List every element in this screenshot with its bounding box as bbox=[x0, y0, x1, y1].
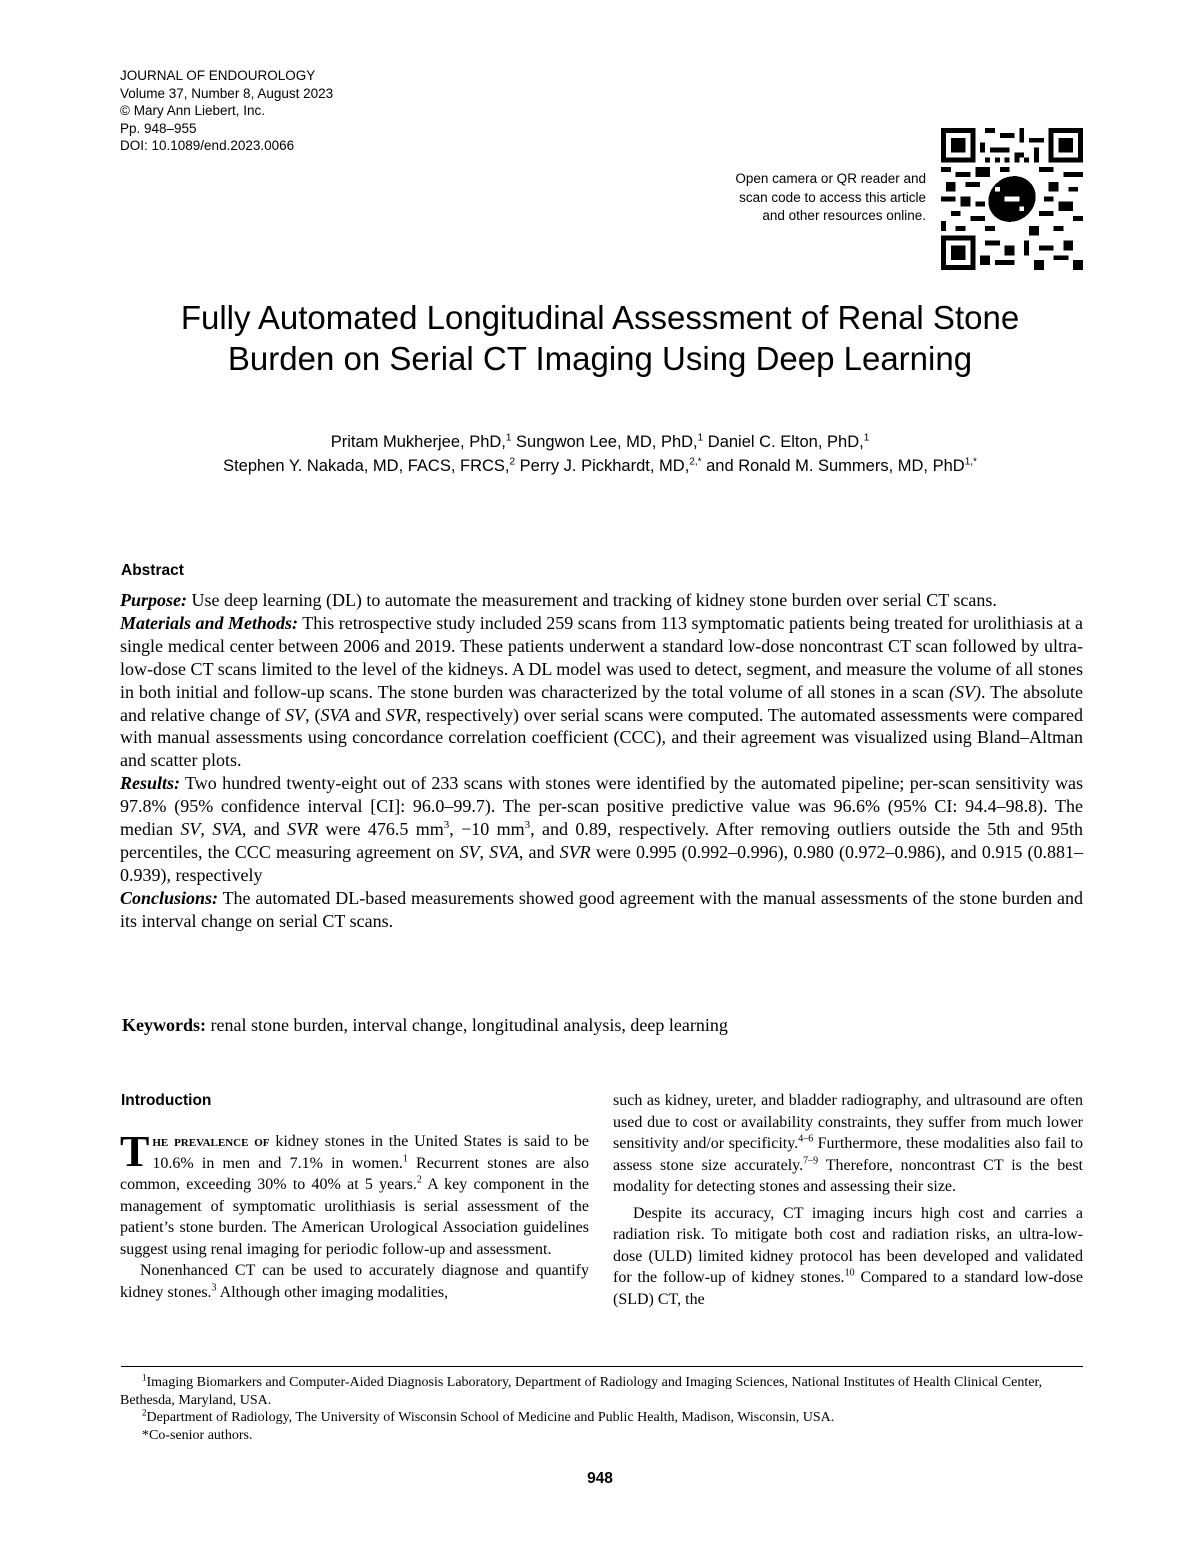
purpose-text: Use deep learning (DL) to automate the measurement and tracking of kidney stone burden over serial CT scans. bbox=[187, 590, 997, 610]
purpose-label: Purpose: bbox=[120, 590, 187, 610]
results-text: , and 0.89, respectively. After removing outliers outside the 5th and 95th percentiles, the CCC measuring agreement on bbox=[120, 819, 1083, 862]
citation[interactable]: 4–6 bbox=[798, 1133, 814, 1145]
keywords-label: Keywords: bbox=[122, 1015, 206, 1035]
results-text: , and bbox=[518, 841, 560, 862]
footnote-marker: 1 bbox=[142, 1372, 147, 1383]
qr-instructions bbox=[650, 170, 926, 226]
results-term: SVR bbox=[559, 841, 591, 862]
results-text: , −10 mm bbox=[449, 819, 525, 840]
author-mukherjee: Pritam Mukherjee, PhD, bbox=[330, 433, 506, 451]
title-line-1: Fully Automated Longitudinal Assessment of Renal Stone bbox=[180, 299, 1020, 336]
intro-paragraph-2 bbox=[120, 1260, 589, 1303]
methods-term: SVR bbox=[385, 704, 417, 725]
journal-doi[interactable]: DOI: 10.1089/end.2023.0066 bbox=[120, 138, 295, 153]
footnote-cosenior: *Co-senior authors. bbox=[142, 1428, 253, 1444]
affiliation-marker: 2 bbox=[509, 456, 516, 468]
results-text: , bbox=[200, 819, 213, 840]
methods-text: . The absolute and relative change of bbox=[120, 681, 1083, 725]
journal-pages: Pp. 948–955 bbox=[120, 120, 197, 136]
methods-term: SV bbox=[285, 704, 306, 725]
intro-text: Nonenhanced CT can be used to accurately diagnose and quantify kidney stones. bbox=[120, 1262, 589, 1301]
intro-text: Despite its accuracy, CT imaging incurs high cost and carries a radiation risk. To mitigate both cost and radiation risks, an ultra-low-dose (ULD) limited kidney protocol has been developed and validated for the follow-up of kidney stones. bbox=[613, 1204, 1083, 1286]
results-text: , and bbox=[241, 819, 288, 840]
affiliation-marker: 2,* bbox=[689, 456, 702, 468]
introduction-heading: Introduction bbox=[121, 1092, 212, 1109]
methods-text: , respectively) over serial scans were computed. The automated assessments were compared with manual assessments using concordance correlation coefficient (CCC), and their agreement was visualized using Bland–Altman and scatter plots. bbox=[120, 704, 1083, 771]
abstract-conclusions bbox=[120, 887, 1083, 933]
methods-text: , ( bbox=[305, 704, 321, 725]
journal-copyright: © Mary Ann Liebert, Inc. bbox=[120, 103, 266, 118]
abstract-purpose bbox=[120, 589, 1083, 612]
affiliation-marker: 1 bbox=[863, 432, 870, 444]
author-summers: and Ronald M. Summers, MD, PhD bbox=[701, 457, 965, 475]
results-text: were 476.5 mm bbox=[318, 819, 444, 840]
intro-paragraph-4 bbox=[613, 1203, 1083, 1311]
intro-paragraph-3 bbox=[613, 1090, 1083, 1198]
abstract-body bbox=[120, 589, 1083, 933]
abstract-heading: Abstract bbox=[121, 562, 184, 579]
intro-text: Furthermore, these modalities also fail to assess stone size accurately. bbox=[613, 1135, 1083, 1174]
intro-column-left bbox=[120, 1127, 590, 1303]
footnote-marker: 2 bbox=[142, 1407, 147, 1418]
author-lee: Sungwon Lee, MD, PhD, bbox=[511, 433, 698, 451]
methods-text: This retrospective study included 259 scans from 113 symptomatic patients being treated for urolithiasis at a single medical center between 2006 and 2019. These patients underwent a standard low-dose noncontrast CT scan followed by ultra-low-dose CT scans limited to the level of the kidneys. A DL model was used to detect, segment, and measure the volume of all stones in both initial and follow-up scans. The stone burden was characterized by the total volume of all stones in a scan bbox=[120, 612, 1083, 702]
footnote-divider bbox=[121, 1366, 1083, 1367]
author-pickhardt: Perry J. Pickhardt, MD, bbox=[515, 457, 690, 475]
conclusions-text: The automated DL-based measurements showed good agreement with the manual assessments of the stone burden and its interval change on serial CT scans. bbox=[120, 887, 1083, 931]
citation[interactable]: 7–9 bbox=[803, 1155, 819, 1167]
intro-text: Although other imaging modalities, bbox=[216, 1283, 449, 1301]
superscript: 3 bbox=[443, 819, 450, 832]
footnote-text: Imaging Biomarkers and Computer-Aided Diagnosis Laboratory, Department of Radiology and Imaging Sciences, National Institutes of Health Clinical Center, Bethesda, Maryland, USA. bbox=[120, 1375, 1043, 1408]
citation[interactable]: 3 bbox=[211, 1282, 217, 1294]
qr-line-1: Open camera or QR reader and bbox=[735, 171, 926, 186]
authors-line-1 bbox=[60, 430, 1140, 454]
conclusions-label: Conclusions: bbox=[120, 887, 219, 908]
methods-term: (SV) bbox=[949, 681, 982, 702]
citation[interactable]: 2 bbox=[416, 1174, 422, 1186]
intro-text: Therefore, noncontrast CT is the best modality for detecting stones and assessing their size. bbox=[613, 1156, 1083, 1195]
results-term: SVA bbox=[212, 819, 242, 840]
title-line-2: Burden on Serial CT Imaging Using Deep Learning bbox=[227, 340, 973, 377]
methods-term: SVA bbox=[320, 704, 351, 725]
results-text: , bbox=[479, 841, 490, 862]
results-term: SVA bbox=[489, 841, 519, 862]
journal-info bbox=[120, 67, 333, 155]
results-term: SV bbox=[459, 841, 480, 862]
affiliation-marker: 1 bbox=[697, 432, 704, 444]
footnote-affiliation-2 bbox=[120, 1409, 1083, 1427]
citation[interactable]: 10 bbox=[844, 1267, 855, 1279]
results-term: SV bbox=[180, 819, 201, 840]
qr-line-3: and other resources online. bbox=[762, 208, 926, 223]
intro-text: A key component in the management of symptomatic urolithiasis is serial assessment of the patient’s stone burden. The American Urological Association guidelines suggest using renal imaging for periodic follow-up and assessment. bbox=[120, 1176, 590, 1258]
intro-text: kidney stones in the United States is said to be 10.6% in men and 7.1% in women. bbox=[152, 1133, 589, 1172]
article-title bbox=[60, 297, 1140, 379]
author-elton: Daniel C. Elton, PhD, bbox=[703, 433, 864, 451]
results-text: were 0.995 (0.992–0.996), 0.980 (0.972–0.986), and 0.915 (0.881–0.939), respectively bbox=[120, 841, 1083, 885]
journal-volume: Volume 37, Number 8, August 2023 bbox=[120, 85, 334, 101]
footnote-affiliation-1 bbox=[120, 1374, 1083, 1409]
intro-paragraph-1 bbox=[120, 1127, 590, 1260]
authors-line-2 bbox=[60, 454, 1140, 478]
qr-line-2: scan code to access this article bbox=[739, 189, 926, 205]
drop-cap: T bbox=[120, 1127, 150, 1176]
intro-text: Compared to a standard low-dose (SLD) CT, the bbox=[613, 1269, 1083, 1308]
lead-in: he prevalence of bbox=[152, 1133, 270, 1150]
author-nakada: Stephen Y. Nakada, MD, FACS, FRCS, bbox=[223, 457, 510, 475]
results-text: Two hundred twenty-eight out of 233 scans with stones were identified by the automated pipeline; per-scan sensitivity was 97.8% (95% confidence interval [CI]: 96.0–99.7). The per-scan positive predictive value was 96.6% (95% CI: 94.4–98.8). The median bbox=[120, 773, 1083, 840]
footnotes bbox=[120, 1374, 1083, 1445]
abstract-results bbox=[120, 772, 1083, 887]
affiliation-marker: 1 bbox=[505, 432, 512, 444]
methods-text: and bbox=[350, 704, 386, 725]
superscript: 3 bbox=[524, 819, 531, 832]
page-number: 948 bbox=[587, 1470, 613, 1487]
citation[interactable]: 1 bbox=[402, 1153, 408, 1165]
methods-label: Materials and Methods: bbox=[120, 612, 299, 633]
affiliation-marker: 1,* bbox=[964, 456, 977, 468]
keywords bbox=[122, 1014, 1082, 1036]
intro-column-right bbox=[613, 1090, 1083, 1310]
results-label: Results: bbox=[120, 773, 181, 794]
footnote-text: Department of Radiology, The University of Wisconsin School of Medicine and Public Health, Madison, Wisconsin, USA. bbox=[146, 1410, 835, 1426]
intro-text: Recurrent stones are also common, exceeding 30% to 40% at 5 years. bbox=[120, 1154, 589, 1193]
keywords-text: renal stone burden, interval change, longitudinal analysis, deep learning bbox=[206, 1015, 728, 1035]
author-list bbox=[60, 430, 1140, 478]
results-term: SVR bbox=[287, 819, 319, 840]
journal-name: JOURNAL OF ENDOUROLOGY bbox=[120, 68, 316, 83]
intro-text: such as kidney, ureter, and bladder radiography, and ultrasound are often used due to cost or availability constraints, they suffer from much lower sensitivity and/or specificity. bbox=[613, 1092, 1083, 1152]
abstract-methods bbox=[120, 612, 1083, 772]
qr-code-icon[interactable] bbox=[941, 128, 1083, 270]
